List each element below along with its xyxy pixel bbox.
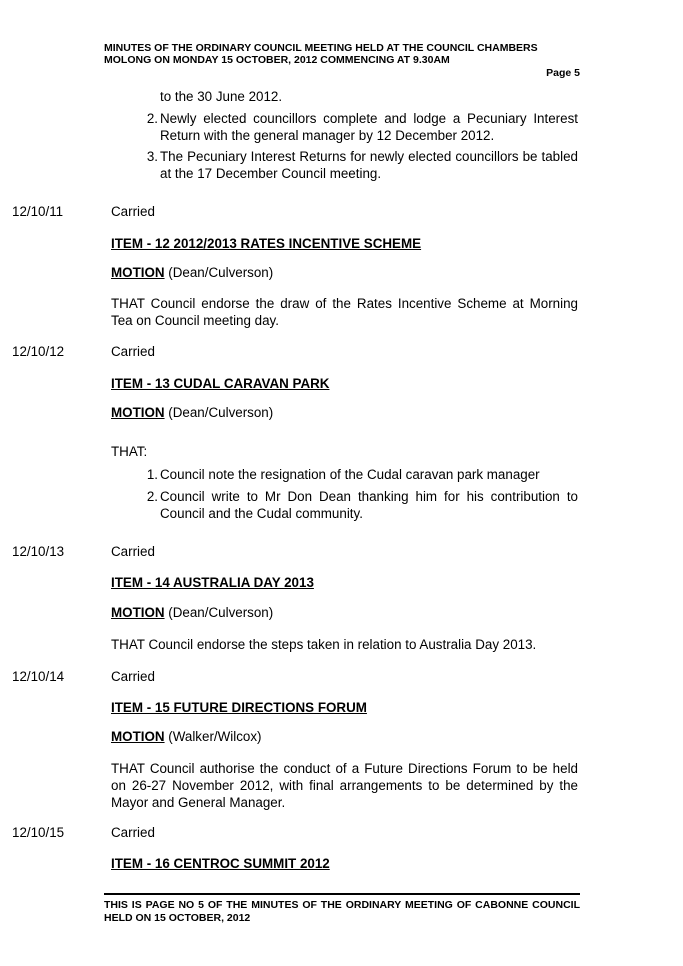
list-item-text: The Pecuniary Interest Returns for newly elected councillors be tabled at the 17 December Council meeting. bbox=[160, 149, 578, 181]
list-item-text: Newly elected councillors complete and lodge a Pecuniary Interest Return with the general manager by 12 December 2012. bbox=[160, 111, 578, 143]
motion-keyword: MOTION bbox=[111, 605, 165, 620]
list-item-text: Council write to Mr Don Dean thanking him for his contribution to Council and the Cudal community. bbox=[160, 489, 578, 521]
list-item-number: 2. bbox=[146, 489, 158, 504]
resolution-result: Carried bbox=[111, 544, 155, 559]
resolution-number: 12/10/12 bbox=[12, 344, 65, 359]
footer-text: THIS IS PAGE NO 5 OF THE MINUTES OF THE ORDINARY MEETING OF CABONNE COUNCIL HELD ON 15 OCTOBER, 2012 bbox=[104, 899, 580, 924]
motion-text: THAT Council endorse the draw of the Rates Incentive Scheme at Morning Tea on Council meeting day. bbox=[111, 296, 578, 328]
list-item-number: 3. bbox=[146, 149, 158, 164]
list-continuation: to the 30 June 2012. bbox=[160, 89, 283, 104]
item-heading: ITEM - 15 FUTURE DIRECTIONS FORUM bbox=[111, 700, 367, 715]
resolution-result: Carried bbox=[111, 669, 155, 684]
header-line-2: MOLONG ON MONDAY 15 OCTOBER, 2012 COMMENCING AT 9.30AM bbox=[104, 54, 450, 66]
resolution-result: Carried bbox=[111, 204, 155, 219]
motion-text: THAT Council authorise the conduct of a Future Directions Forum to be held on 26-27 November 2012, with final arrangements to be determined by the Mayor and General Manager. bbox=[111, 761, 578, 810]
motion-line bbox=[111, 728, 578, 745]
motion-movers: (Dean/Culverson) bbox=[164, 605, 274, 620]
motion-keyword: MOTION bbox=[111, 265, 165, 280]
footer-rule bbox=[104, 893, 580, 895]
item-heading: ITEM - 16 CENTROC SUMMIT 2012 bbox=[111, 856, 330, 871]
motion-line bbox=[111, 264, 578, 281]
resolution-number: 12/10/15 bbox=[12, 825, 65, 840]
motion-line bbox=[111, 404, 578, 421]
resolution-number: 12/10/13 bbox=[12, 544, 65, 559]
motion-movers: (Dean/Culverson) bbox=[164, 265, 274, 280]
item-heading: ITEM - 12 2012/2013 RATES INCENTIVE SCHEME bbox=[111, 236, 422, 251]
resolution-result: Carried bbox=[111, 825, 155, 840]
list-item-text: Council note the resignation of the Cudal caravan park manager bbox=[160, 467, 540, 482]
motion-movers: (Walker/Wilcox) bbox=[164, 729, 262, 744]
motion-keyword: MOTION bbox=[111, 405, 165, 420]
motion-that: THAT: bbox=[111, 444, 148, 459]
item-heading: ITEM - 14 AUSTRALIA DAY 2013 bbox=[111, 575, 314, 590]
header-line-1: MINUTES OF THE ORDINARY COUNCIL MEETING HELD AT THE COUNCIL CHAMBERS bbox=[104, 42, 538, 54]
list-item-number: 1. bbox=[146, 467, 158, 482]
motion-text: THAT Council endorse the steps taken in relation to Australia Day 2013. bbox=[111, 637, 537, 652]
motion-movers: (Dean/Culverson) bbox=[164, 405, 274, 420]
motion-line bbox=[111, 604, 578, 621]
page-number: Page 5 bbox=[546, 67, 580, 79]
resolution-number: 12/10/14 bbox=[12, 669, 65, 684]
resolution-result: Carried bbox=[111, 344, 155, 359]
item-heading: ITEM - 13 CUDAL CARAVAN PARK bbox=[111, 376, 330, 391]
list-item-number: 2. bbox=[146, 111, 158, 126]
resolution-number: 12/10/11 bbox=[12, 204, 64, 219]
motion-keyword: MOTION bbox=[111, 729, 165, 744]
